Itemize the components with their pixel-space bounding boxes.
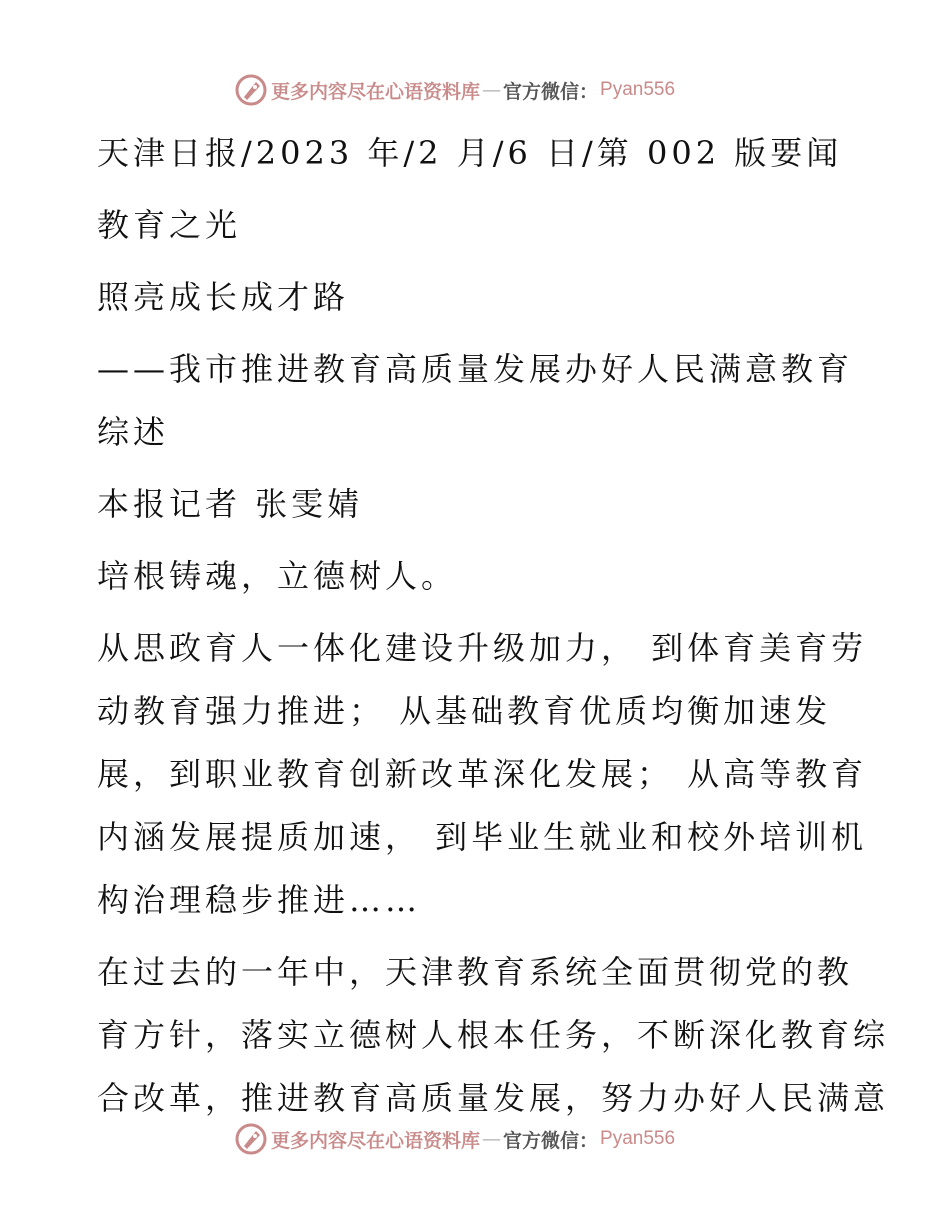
article-subtitle-line: ——我市推进教育高质量发展办好人民满意教育 <box>97 350 854 388</box>
article-byline: 本报记者 张雯婧 <box>97 485 364 523</box>
watermark-banner-bottom <box>234 1122 675 1156</box>
pen-nib-logo-icon <box>234 1122 268 1156</box>
article-title-2: 照亮成长成才路 <box>97 278 350 316</box>
watermark-banner-top <box>234 73 675 107</box>
paragraph-line: 动教育强力推进； 从基础教育优质均衡加速发 <box>97 692 832 730</box>
paragraph-line: 构治理稳步推进…… <box>97 881 422 919</box>
pen-nib-logo-icon <box>234 73 268 107</box>
article-subtitle <box>97 338 857 464</box>
article-paragraph-3 <box>97 941 890 1130</box>
watermark-official-text: 官方微信： <box>503 1129 599 1152</box>
article-paragraph-2 <box>97 617 868 932</box>
watermark-wechat-id: Pyan556 <box>600 1128 676 1149</box>
article-body <box>97 122 890 1139</box>
paragraph-line: 展，到职业教育创新改革深化发展； 从高等教育 <box>97 755 868 793</box>
paragraph-line: 合改革，推进教育高质量发展，努力办好人民满意 <box>97 1079 890 1117</box>
watermark-site-text: 更多内容尽在心语资料库 <box>271 80 481 103</box>
paragraph-line: 育方针，落实立德树人根本任务，不断深化教育综 <box>97 1016 890 1054</box>
article-paragraph-1: 培根铸魂，立德树人。 <box>97 557 458 595</box>
article-title-1: 教育之光 <box>97 206 242 244</box>
article-source-line: 天津日报/2023 年/2 月/6 日/第 002 版要闻 <box>97 134 843 172</box>
paragraph-line: 从思政育人一体化建设升级加力， 到体育美育劳 <box>97 629 868 667</box>
article-subtitle-line: 综述 <box>97 413 170 451</box>
watermark-separator: — <box>482 79 502 101</box>
watermark-wechat-id: Pyan556 <box>600 79 676 100</box>
watermark-separator: — <box>482 1128 502 1150</box>
watermark-site-text: 更多内容尽在心语资料库 <box>271 1129 481 1152</box>
paragraph-line: 在过去的一年中，天津教育系统全面贯彻党的教 <box>97 953 854 991</box>
watermark-official-text: 官方微信： <box>503 80 599 103</box>
paragraph-line: 内涵发展提质加速， 到毕业生就业和校外培训机 <box>97 818 868 856</box>
